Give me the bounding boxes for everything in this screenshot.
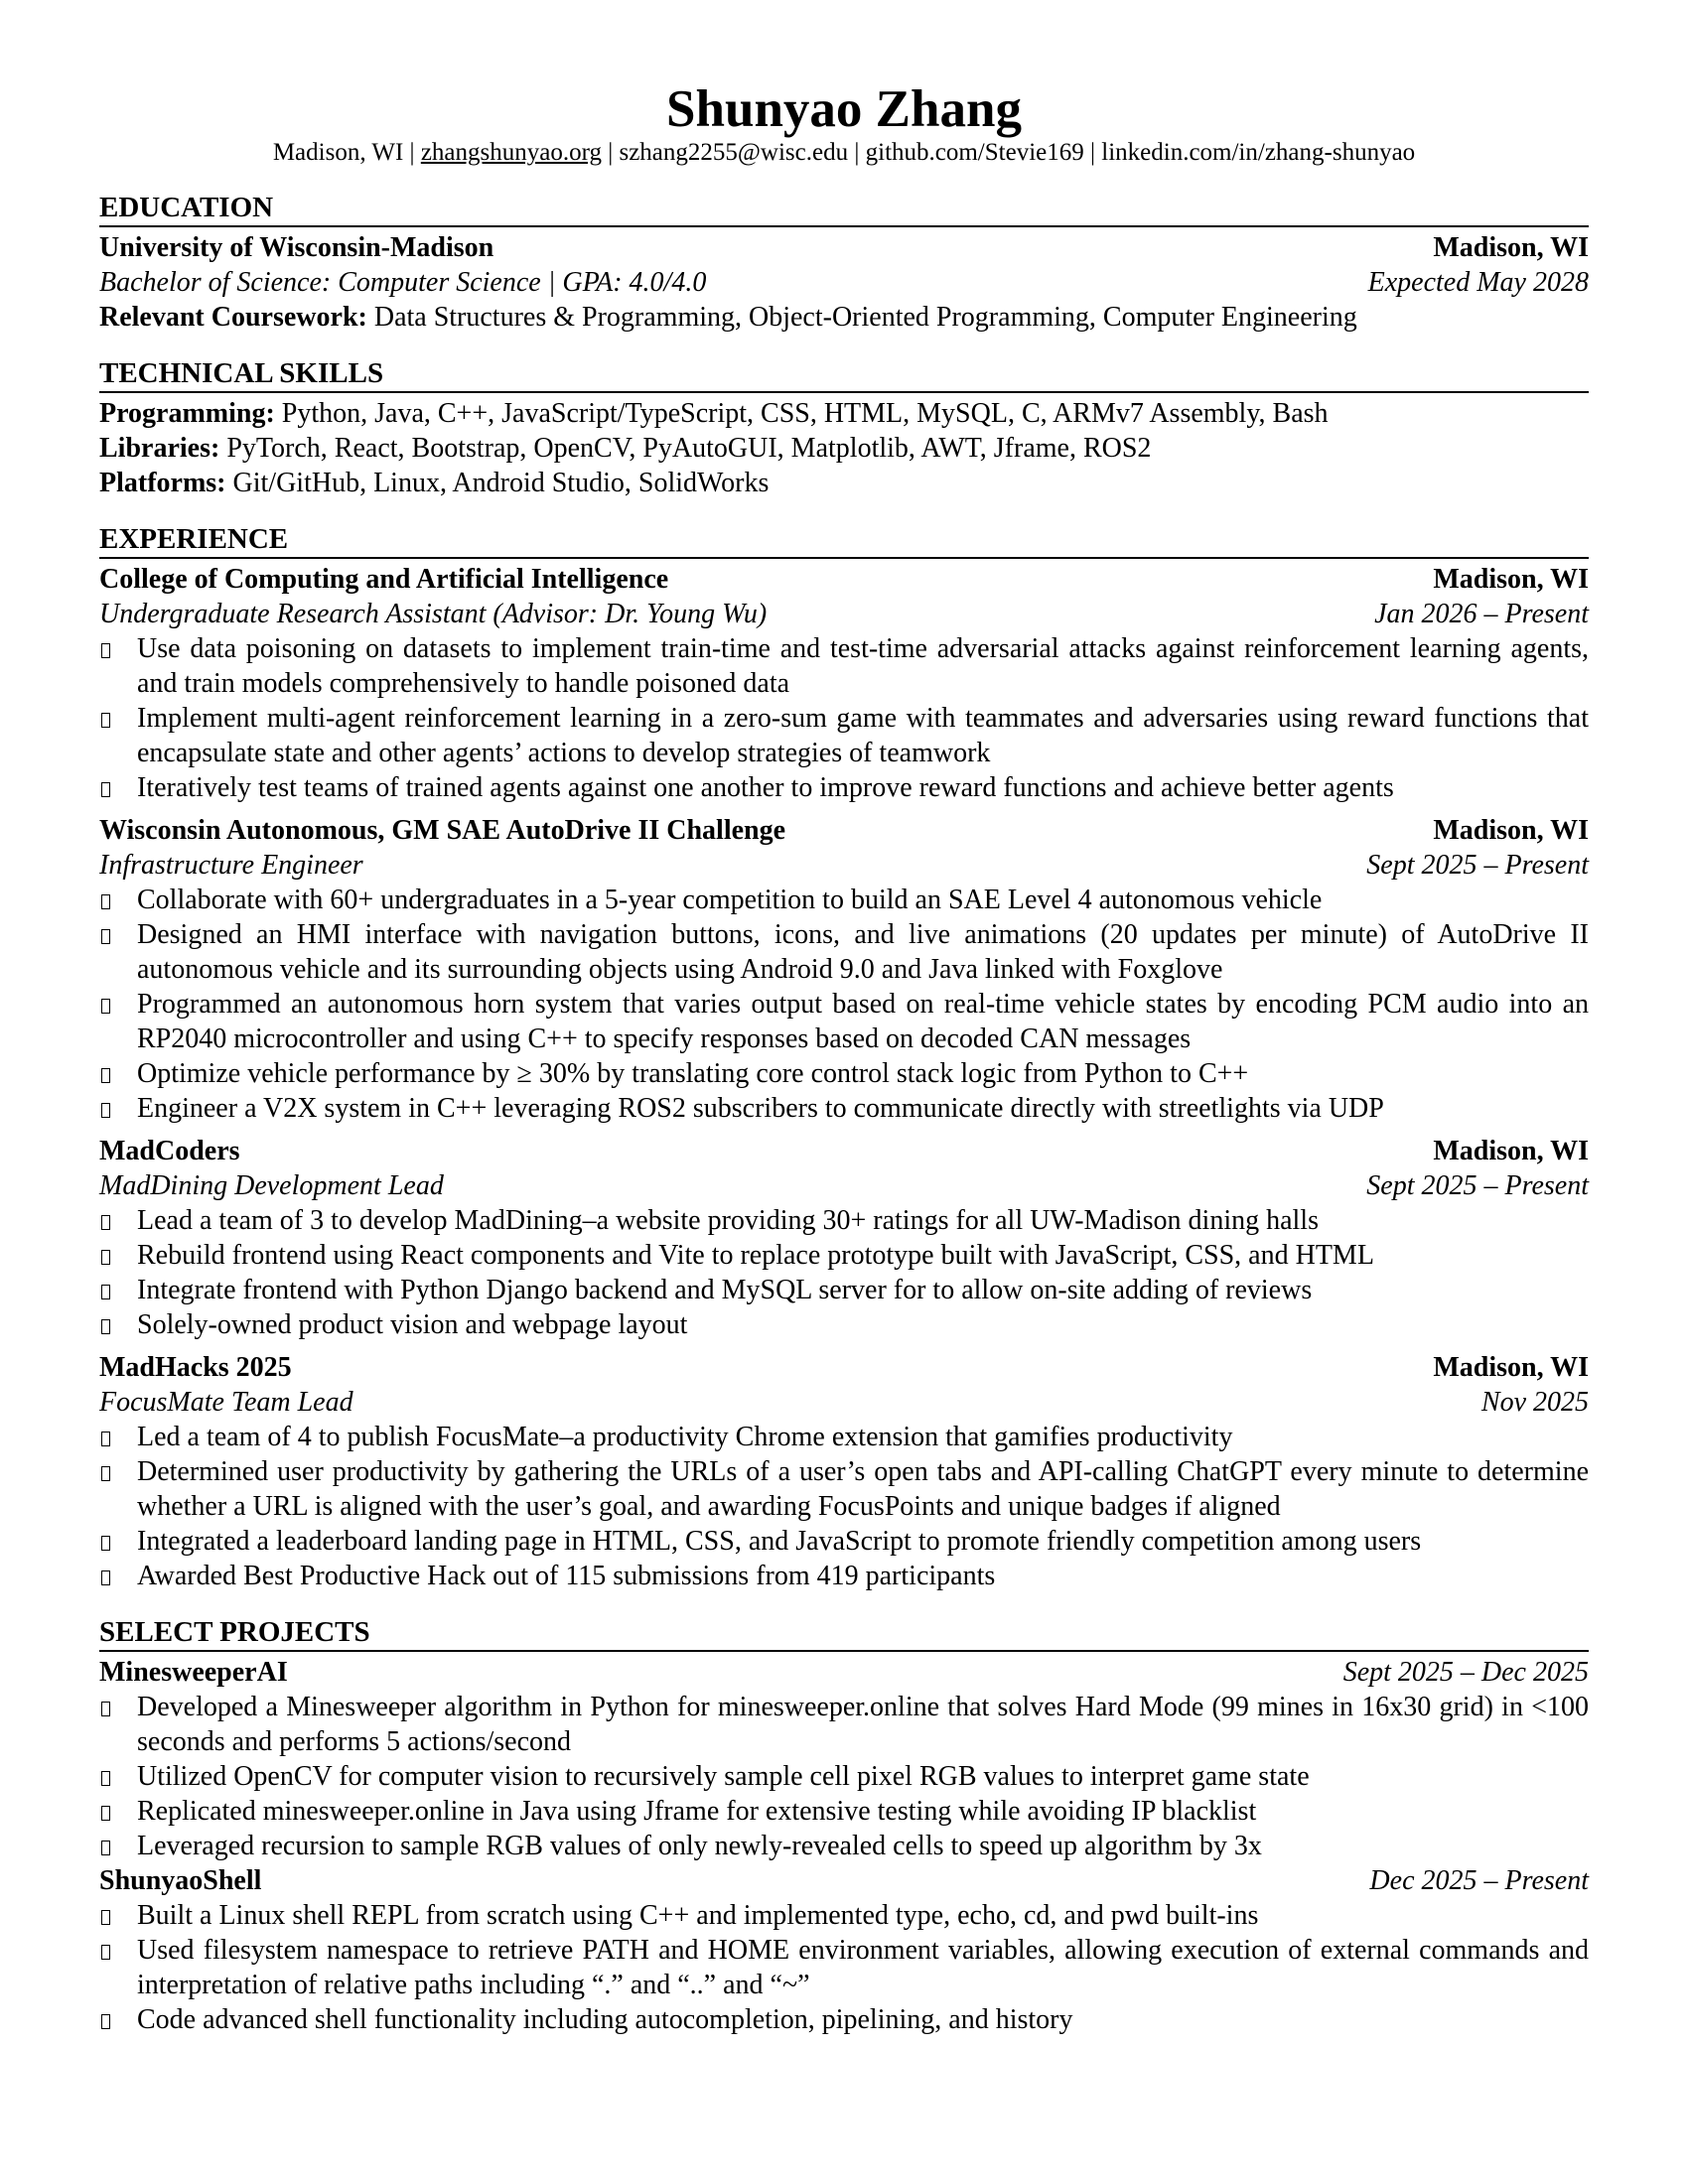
skills-list [99, 396, 1589, 500]
role-title: Infrastructure Engineer [99, 850, 363, 881]
bullet-marker-icon [101, 1570, 110, 1585]
organization-location: Madison, WI [1433, 564, 1589, 595]
entry-role-row [99, 597, 1589, 631]
bullet-item [99, 1056, 1589, 1091]
degree-row [99, 265, 1589, 300]
bullet-marker-icon [101, 1806, 110, 1821]
bullet-marker-icon [101, 929, 110, 944]
bullet-text: Integrated a leaderboard landing page in HTML, CSS, and JavaScript to promote friendly competition among users [137, 1526, 1422, 1557]
entry-header-row [99, 1350, 1589, 1385]
bullet-item [99, 1307, 1589, 1342]
bullet-marker-icon [101, 1103, 110, 1118]
experience-entry [99, 562, 1589, 805]
experience-list [99, 562, 1589, 1593]
bullet-marker-icon [101, 1702, 110, 1716]
bullet-text: Designed an HMI interface with navigation buttons, icons, and live animations (20 updates per minute) of AutoDrive II autonomous vehicle and its surrounding objects using Android 9.0 and Java linked with Foxglove [137, 919, 1589, 985]
skill-label: Programming: [99, 398, 275, 429]
skills-section [99, 356, 1589, 500]
bullet-text: Iteratively test teams of trained agents against one another to improve reward functions and achieve better agents [137, 772, 1394, 803]
bullet-list [99, 1690, 1589, 1863]
entry-header-row [99, 813, 1589, 848]
bullet-text: Leveraged recursion to sample RGB values of only newly-revealed cells to speed up algorithm by 3x [137, 1831, 1262, 1861]
entry-header-row [99, 1134, 1589, 1168]
skill-value: Git/GitHub, Linux, Android Studio, SolidWorks [225, 468, 770, 498]
skill-label: Libraries: [99, 433, 220, 464]
bullet-item [99, 631, 1589, 701]
bullet-marker-icon [101, 1536, 110, 1551]
role-title: Undergraduate Research Assistant (Advisor: Dr. Young Wu) [99, 599, 768, 629]
bullet-item [99, 1238, 1589, 1273]
skill-line [99, 396, 1589, 431]
project-entry [99, 1863, 1589, 2037]
bullet-text: Lead a team of 3 to develop MadDining–a website providing 30+ ratings for all UW-Madison dining halls [137, 1205, 1319, 1236]
bullet-text: Implement multi-agent reinforcement learning in a zero-sum game with teammates and adversaries using reward functions that encapsulate state and other agents’ actions to develop strategies of teamwork [137, 703, 1589, 768]
bullet-item [99, 701, 1589, 770]
skill-label: Platforms: [99, 468, 226, 498]
role-title: MadDining Development Lead [99, 1170, 444, 1201]
skill-line [99, 431, 1589, 466]
project-header-row [99, 1863, 1589, 1898]
bullet-text: Awarded Best Productive Hack out of 115 submissions from 419 participants [137, 1561, 996, 1591]
contact-github: github.com/Stevie169 [865, 139, 1084, 166]
entry-role-row [99, 848, 1589, 883]
entry-role-row [99, 1385, 1589, 1420]
bullet-item [99, 1759, 1589, 1794]
bullet-item [99, 1898, 1589, 1933]
bullet-marker-icon [101, 1068, 110, 1083]
project-name: MinesweeperAI [99, 1657, 288, 1688]
bullet-text: Utilized OpenCV for computer vision to recursively sample cell pixel RGB values to interpret game state [137, 1761, 1310, 1792]
page-title: Shunyao Zhang [666, 80, 1022, 138]
bullet-marker-icon [101, 643, 110, 658]
bullet-marker-icon [101, 1319, 110, 1334]
bullet-item [99, 1273, 1589, 1307]
bullet-text: Built a Linux shell REPL from scratch using C++ and implemented type, echo, cd, and pwd built-ins [137, 1900, 1259, 1931]
project-date: Sept 2025 – Dec 2025 [1342, 1657, 1589, 1688]
bullet-list [99, 883, 1589, 1126]
experience-entry [99, 1134, 1589, 1342]
bullet-marker-icon [101, 1215, 110, 1230]
bullet-item [99, 987, 1589, 1056]
bullet-text: Used filesystem namespace to retrieve PATH and HOME environment variables, allowing execution of external commands and interpretation of relative paths including “.” and “..” and “~” [137, 1935, 1589, 2000]
skill-value: PyTorch, React, Bootstrap, OpenCV, PyAutoGUI, Matplotlib, AWT, Jframe, ROS2 [219, 433, 1152, 464]
bullet-item [99, 1829, 1589, 1863]
role-date: Sept 2025 – Present [1366, 850, 1589, 881]
school-name: University of Wisconsin-Madison [99, 232, 494, 263]
bullet-marker-icon [101, 1945, 110, 1960]
bullet-text: Rebuild frontend using React components and Vite to replace prototype built with JavaScript, CSS, and HTML [137, 1240, 1374, 1271]
experience-entry [99, 1350, 1589, 1593]
bullet-text: Solely-owned product vision and webpage layout [137, 1309, 688, 1340]
bullet-list [99, 1203, 1589, 1342]
bullet-marker-icon [101, 1285, 110, 1299]
bullet-marker-icon [101, 1910, 110, 1925]
bullet-item [99, 770, 1589, 805]
section-heading: TECHNICAL SKILLS [99, 356, 1589, 393]
section-heading: SELECT PROJECTS [99, 1615, 1589, 1652]
website-link[interactable]: zhangshunyao.org [420, 139, 602, 166]
bullet-text: Determined user productivity by gathering the URLs of a user’s open tabs and API-calling ChatGPT every minute to determine whether a URL is aligned with the user’s goal, and awarding FocusPoints and unique badges if aligned [137, 1456, 1589, 1522]
role-date: Jan 2026 – Present [1374, 599, 1589, 629]
bullet-marker-icon [101, 1841, 110, 1855]
role-date: Sept 2025 – Present [1366, 1170, 1589, 1201]
projects-section [99, 1615, 1589, 2037]
degree: Bachelor of Science: Computer Science | GPA: 4.0/4.0 [99, 267, 707, 298]
education-section [99, 191, 1589, 335]
role-title: FocusMate Team Lead [99, 1387, 353, 1418]
bullet-item [99, 1559, 1589, 1593]
organization-name: MadCoders [99, 1136, 240, 1166]
experience-section [99, 522, 1589, 1593]
skill-value: Python, Java, C++, JavaScript/TypeScript, CSS, HTML, MySQL, C, ARMv7 Assembly, Bash [274, 398, 1329, 429]
project-entry [99, 1655, 1589, 1863]
bullet-marker-icon [101, 2014, 110, 2029]
bullet-marker-icon [101, 1250, 110, 1265]
organization-location: Madison, WI [1433, 815, 1589, 846]
education-header-row [99, 230, 1589, 265]
organization-name: College of Computing and Artificial Intelligence [99, 564, 669, 595]
bullet-item [99, 1203, 1589, 1238]
bullet-list [99, 631, 1589, 805]
school-location: Madison, WI [1433, 232, 1589, 263]
bullet-item [99, 1091, 1589, 1126]
project-name: ShunyaoShell [99, 1865, 262, 1896]
graduation-date: Expected May 2028 [1367, 267, 1589, 298]
bullet-text: Programmed an autonomous horn system that varies output based on real-time vehicle states by encoding PCM audio into an RP2040 microcontroller and using C++ to specify responses based on decoded CAN messages [137, 989, 1589, 1054]
projects-list [99, 1655, 1589, 2037]
bullet-text: Collaborate with 60+ undergraduates in a 5-year competition to build an SAE Level 4 autonomous vehicle [137, 885, 1323, 915]
bullet-item [99, 1420, 1589, 1454]
bullet-item [99, 1524, 1589, 1559]
contact-email: szhang2255@wisc.edu [619, 139, 849, 166]
contact-line: Madison, WI | zhangshunyao.org | szhang2255@wisc.edu | github.com/Stevie169 | linkedin.com/in/zhang-shunyao [272, 139, 1416, 166]
experience-entry [99, 813, 1589, 1126]
bullet-text: Use data poisoning on datasets to implement train-time and test-time adversarial attacks against reinforcement learning agents, and train models comprehensively to handle poisoned data [137, 633, 1589, 699]
coursework-label: Relevant Coursework: [99, 302, 367, 333]
bullet-text: Replicated minesweeper.online in Java using Jframe for extensive testing while avoiding IP blacklist [137, 1796, 1257, 1827]
bullet-item [99, 1690, 1589, 1759]
bullet-item [99, 883, 1589, 917]
bullet-marker-icon [101, 713, 110, 728]
organization-name: MadHacks 2025 [99, 1352, 292, 1383]
role-date: Nov 2025 [1480, 1387, 1589, 1418]
bullet-text: Led a team of 4 to publish FocusMate–a productivity Chrome extension that gamifies productivity [137, 1422, 1233, 1452]
bullet-item [99, 1794, 1589, 1829]
bullet-text: Optimize vehicle performance by ≥ 30% by translating core control stack logic from Python to C++ [137, 1058, 1249, 1089]
bullet-item [99, 917, 1589, 987]
project-header-row [99, 1655, 1589, 1690]
bullet-marker-icon [101, 999, 110, 1014]
organization-location: Madison, WI [1433, 1136, 1589, 1166]
organization-location: Madison, WI [1433, 1352, 1589, 1383]
coursework-value: Data Structures & Programming, Object-Oriented Programming, Computer Engineering [366, 302, 1357, 333]
bullet-list [99, 1898, 1589, 2037]
project-date: Dec 2025 – Present [1369, 1865, 1589, 1896]
organization-name: Wisconsin Autonomous, GM SAE AutoDrive II Challenge [99, 815, 786, 846]
bullet-text: Code advanced shell functionality including autocompletion, pipelining, and history [137, 2004, 1073, 2035]
contact-location: Madison, WI [272, 139, 404, 166]
bullet-item [99, 1454, 1589, 1524]
contact-linkedin: linkedin.com/in/zhang-shunyao [1101, 139, 1416, 166]
bullet-text: Integrate frontend with Python Django backend and MySQL server for to allow on-site adding of reviews [137, 1275, 1313, 1305]
bullet-marker-icon [101, 1771, 110, 1786]
entry-role-row [99, 1168, 1589, 1203]
entry-header-row [99, 562, 1589, 597]
bullet-item [99, 2002, 1589, 2037]
bullet-item [99, 1933, 1589, 2002]
bullet-list [99, 1420, 1589, 1593]
section-heading: EXPERIENCE [99, 522, 1589, 559]
section-heading: EDUCATION [99, 191, 1589, 227]
bullet-marker-icon [101, 894, 110, 909]
bullet-marker-icon [101, 782, 110, 797]
bullet-text: Engineer a V2X system in C++ leveraging ROS2 subscribers to communicate directly with streetlights via UDP [137, 1093, 1384, 1124]
bullet-marker-icon [101, 1466, 110, 1481]
resume-page [99, 79, 1589, 2037]
skill-line [99, 466, 1589, 500]
bullet-text: Developed a Minesweeper algorithm in Python for minesweeper.online that solves Hard Mode (99 mines in 16x30 grid) in <100 seconds and performs 5 actions/second [137, 1692, 1589, 1757]
coursework-line [99, 300, 1589, 335]
bullet-marker-icon [101, 1432, 110, 1446]
